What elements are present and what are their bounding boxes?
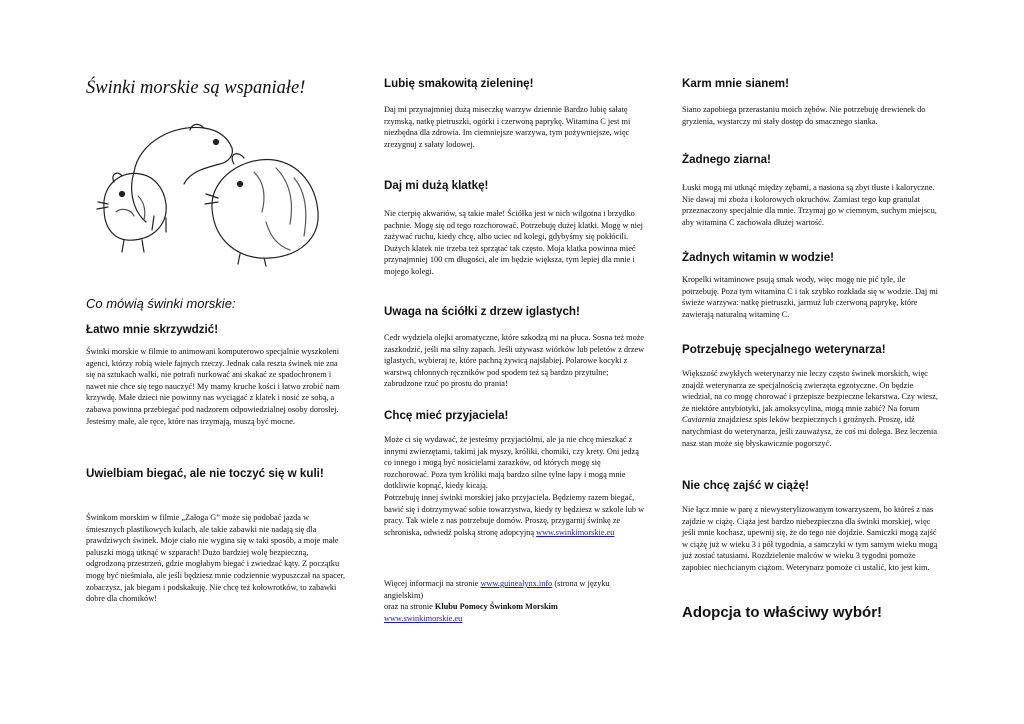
more-info bbox=[384, 578, 646, 624]
heading-hay: Karm mnie sianem! bbox=[682, 77, 789, 90]
text-no-grain: Łuski mogą mi utknąć między zębami, a nasiona są zbyt tłuste i kaloryczne. Nie dawaj mi zboża i kolorowych okruchów. Zamiast tego kup granulat przeznaczony specjalnie dla mnie. Trzymaj go w ciemnym, suchym miejscu, aby witamina C zachowała dłużej wartość. bbox=[682, 183, 937, 227]
text-hay: Siano zapobiega przerastaniu moich zębów. Nie potrzebuję drewienek do gryzienia, wystarczy mi stały dostęp do smacznego sianka. bbox=[682, 105, 926, 126]
text-no-vitamins-water: Kropelki witaminowe psują smak wody, więc mogę nie pić tyle, ile potrzebuję. Poza tym witamina C i tak szybko rozkłada się w wodzie. Daj mi świeże warzywa: natkę pietruszki, jarmuż lub czerwoną paprykę, które zawierają naturalną witaminę C. bbox=[682, 275, 938, 319]
heading-greens: Lubię smakowitą zieleninę! bbox=[384, 77, 534, 90]
closing-slogan: Adopcja to właściwy wybór! bbox=[682, 604, 883, 621]
info-line2: oraz na stronie bbox=[384, 602, 433, 612]
club-name: Klubu Pomocy Świnkom Morskim bbox=[434, 602, 558, 612]
text-special-vet-b: znajdziesz spis leków bezpiecznych i groźnych. Proszę, idź natychmiast do weterynarza, jeśli zauważysz, że coś mi dolega. Bez leczenia nasz stan może się błyskawicznie pogorszyć. bbox=[682, 415, 938, 448]
guinealynx-link[interactable]: www.guinealynx.info bbox=[480, 579, 553, 588]
heading-conifer-bedding: Uwaga na ściółki z drzew iglastych! bbox=[384, 305, 580, 318]
text-big-cage: Nie cierpię akwariów, są takie małe! Ściółka jest w nich wilgotna i brzydko pachnie. Mogę się od tego rozchorować. Potrzebuję dużej klatki. Mogę w niej zażywać ruchu, kiedy chcę, albo uciec od kolegi, gdybyśmy się pokłócili. Dużych klatek nie trzeba też sprzątać tak często. Moja klatka powinna mieć przynajmniej 100 cm długości, ale im będzie większa, tym lepiej dla mnie i mojego kolegi. bbox=[384, 209, 643, 276]
heading-friend: Chcę mieć przyjaciela! bbox=[384, 409, 509, 422]
text-special-vet bbox=[682, 368, 944, 449]
text-friend-part2: Potrzebuję innej świnki morskiej jako przyjaciela. Będziemy razem biegać, bawić się i dotrzymywać sobie towarzystwa, kiedy ty będziesz w szkole lub w pracy. Tak wiele z nas potrzebuje domów. Proszę, przygarnij świnkę ze schroniska, odwiedź polską stronę adopcyjną bbox=[384, 492, 645, 537]
text-easy-to-hurt: Świnki morskie w filmie to animowani komputerowo specjalnie wyszkoleni agenci, którzy robią wiele fajnych rzeczy. Jednak cała reszta świnek nie zna się na sztukach walki, nie potrafi nurkować ani skakać ze spadochronem i nawet nie chce się tego nauczyć! My mamy kruche kości i łatwo zrobić nam krzywdę. Małe dzieci nie powinny nas wyciągać z klatek i nosić ze sobą, a zabawa powinna przebiegać pod nadzorem odpowiedzialnej osoby dorosłej. Jesteśmy małe, ale ręce, które nas trzymają, muszą być mocne. bbox=[86, 347, 340, 426]
text-conifer-bedding: Cedr wydziela olejki aromatyczne, które szkodzą mi na płuca. Sosna też może zaszkodzić, jeśli ma silny zapach. Jeśli używasz wiórków lub peletów z drzew iglastych, wybieraj te, które pachną żywicą najsłabiej. Polarowe kocyki z warstwą chłonnych ręczników pod spodem też są bardzo przytulne; zabrudzone rzuć po prostu do prania! bbox=[384, 333, 645, 389]
heading-love-running: Uwielbiam biegać, ale nie toczyć się w kuli! bbox=[86, 467, 324, 480]
text-friend-part1: Może ci się wydawać, że jesteśmy przyjaciółmi, ale ja nie chcę mieszkać z innymi zwierzętami, takimi jak myszy, króliki, chomiki, czy krety. Oni jedzą co innego i mogą być nosicielami zarazków, od których mogę się rozchorować. Poza tym króliki mają bardzo silne tylne łapy i mogą mnie dotkliwie kopnąć, kiedy kicają. bbox=[384, 435, 639, 491]
forum-name: Caviarnia bbox=[682, 415, 716, 425]
text-love-running: Świnkom morskim w filmie „Załoga G” może się podobać jazda w śmiesznych plastikowych kulach, ale takie zabawki nie nadają się dla prawdziwych świnek. Moje ciało nie wygina się w taki sposób, a moje małe paluszki mogą utknąć w szparach! Dużo bardziej wolę bezpieczną, odgrodzoną przestrzeń, gdzie mogłabym biegać i zwiedzać kąty. Z początku mogę być nieśmiała, ale jeśli będziesz mnie codziennie wypuszczał na spacer, zobaczysz, jak biegam i podskakuję. Nie chcę też kołowrotków, to zabawki dobre dla chomików! bbox=[86, 513, 346, 604]
page-title: Świnki morskie są wspaniałe! bbox=[86, 78, 306, 98]
heading-big-cage: Daj mi dużą klatkę! bbox=[384, 179, 489, 192]
subtitle: Co mówią świnki morskie: bbox=[86, 296, 236, 311]
heading-special-vet: Potrzebuję specjalnego weterynarza! bbox=[682, 343, 886, 356]
info-suffix: (strona w języku angielskim) bbox=[384, 579, 610, 600]
guinea-pigs-illustration bbox=[94, 112, 326, 268]
text-no-pregnancy: Nie łącz mnie w parę z niewysterylizowanym towarzyszem, bo któreś z nas zajdzie w ciążę. Ciąża jest bardzo niebezpieczna dla świnki morskiej, więc jeśli mnie kochasz, upewnij się, że do tego nie dojdzie. Samiczki mogą zajść w ciążę już w wieku 3 i pół tygodnia, a samczyki w tym samym wieku mogą już zostać tatusiami. Rozdzielenie malców w wieku 3 tygodni pomoże zapobiec niechcianym ciążom. Weterynarz pomoże ci ustalić, kto jest kim. bbox=[682, 505, 938, 572]
text-greens: Daj mi przynajmniej dużą miseczkę warzyw dziennie Bardzo lubię sałatę rzymską, natkę pietruszki, ogórki i czerwoną paprykę. Witamina C jest mi niezbędna dla zdrowia. Im ciemniejsze warzywa, tym pożywniejsze, więc zrezygnuj z sałaty lodowej. bbox=[384, 105, 631, 149]
heading-no-vitamins-water: Żadnych witamin w wodzie! bbox=[682, 251, 835, 264]
swinkimorskie-link-2[interactable]: www.swinkimorskie.eu bbox=[384, 613, 463, 623]
heading-no-pregnancy: Nie chcę zajść w ciążę! bbox=[682, 479, 809, 492]
heading-easy-to-hurt: Łatwo mnie skrzywdzić! bbox=[86, 323, 219, 336]
text-friend bbox=[384, 434, 646, 538]
info-prefix: Więcej informacji na stronie bbox=[384, 579, 479, 588]
text-special-vet-a: Większość zwykłych weterynarzy nie leczy często świnek morskich, więc znajdź weterynarza ze specjalnością zwierzęta egzotyczne. On będzie wiedział, na co mogę chorować i przepisze bezpieczne lekarstwa. Czy wiesz, że niektóre antybiotyki, jak amoksycylina, mogą mnie zabić? Na forum bbox=[682, 369, 938, 413]
swinkimorskie-link[interactable]: www.swinkimorskie.eu bbox=[536, 527, 615, 537]
heading-no-grain: Żadnego ziarna! bbox=[682, 153, 771, 166]
